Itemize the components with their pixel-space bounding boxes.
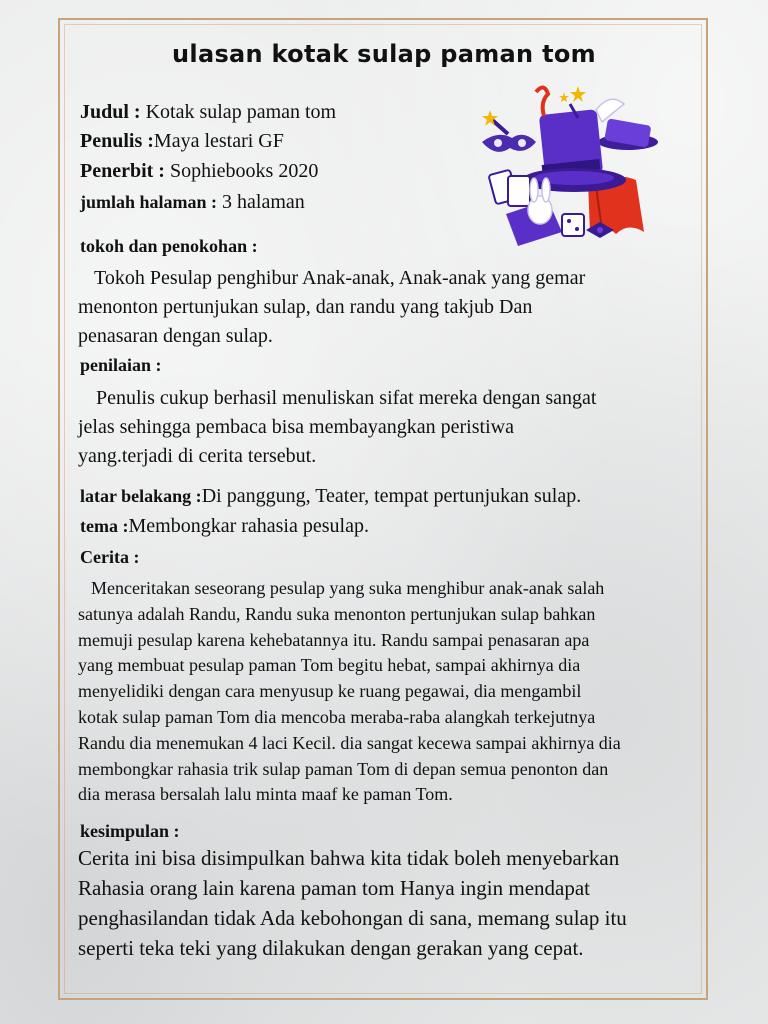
penilaian-line-3: yang.terjadi di cerita tersebut. [78, 445, 317, 467]
meta-halaman [80, 191, 305, 214]
tokoh-line-1: Tokoh Pesulap penghibur Anak-anak, Anak-anak yang gemar [94, 267, 586, 289]
latar-label: latar belakang : [80, 486, 202, 506]
cerita-line-2: satunya adalah Randu, Randu suka menonton pertunjukan sulap bahkan [78, 603, 596, 624]
magician-kit-icon [478, 82, 666, 252]
penilaian-paragraph [78, 384, 596, 471]
cerita-line-3: memuji pesulap karena kehebatannya itu. Randu sampai penasaran apa [78, 629, 590, 650]
latar-value: Di panggung, Teater, tempat pertunjukan sulap. [201, 485, 582, 507]
latar-row [80, 485, 581, 508]
cerita-paragraph [78, 576, 621, 808]
penerbit-value: Sophiebooks 2020 [164, 160, 319, 182]
cerita-line-8: membongkar rahasia trik sulap paman Tom di depan semua penonton dan [78, 758, 609, 779]
tema-label: tema : [80, 516, 129, 536]
penulis-label: Penulis : [80, 130, 154, 152]
kesimpulan-line-1: Cerita ini bisa disimpulkan bahwa kita tidak boleh menyebarkan [78, 846, 620, 870]
tema-row [80, 515, 369, 538]
page-title: ulasan kotak sulap paman tom [172, 40, 596, 68]
meta-penulis [80, 130, 284, 153]
cerita-line-6: kotak sulap paman Tom dia mencoba meraba-raba alangkah terkejutnya [78, 706, 596, 727]
cerita-line-5: menyelidiki dengan cara menyusup ke ruang pegawai, dia mengambil [78, 681, 582, 702]
penilaian-heading: penilaian : [80, 355, 162, 375]
judul-value: Kotak sulap paman tom [140, 101, 337, 123]
cerita-line-9: dia merasa bersalah lalu minta maaf ke paman Tom. [78, 784, 453, 805]
kesimpulan-line-3: penghasilandan tidak Ada kebohongan di sana, memang sulap itu [78, 906, 627, 930]
halaman-value: 3 halaman [217, 191, 305, 213]
penulis-value: Maya lestari GF [153, 130, 284, 152]
judul-label: Judul : [80, 101, 141, 123]
tokoh-paragraph [78, 264, 585, 351]
cerita-line-7: Randu dia menemukan 4 laci Kecil. dia sangat kecewa sampai akhirnya dia [78, 732, 621, 753]
tokoh-line-3: penasaran dengan sulap. [78, 325, 273, 347]
penilaian-line-2: jelas sehingga pembaca bisa membayangkan peristiwa [78, 416, 514, 438]
cerita-heading: Cerita : [80, 547, 140, 567]
tokoh-heading: tokoh dan penokohan : [80, 236, 258, 256]
meta-penerbit [80, 160, 318, 183]
kesimpulan-line-4: seperti teka teki yang dilakukan dengan gerakan yang cepat. [78, 936, 584, 960]
kesimpulan-line-2: Rahasia orang lain karena paman tom Hanya ingin mendapat [78, 876, 590, 900]
cerita-line-4: yang membuat pesulap paman Tom begitu hebat, sampai akhirnya dia [78, 655, 581, 676]
meta-judul [80, 101, 336, 124]
kesimpulan-paragraph [78, 843, 627, 963]
kesimpulan-heading: kesimpulan : [80, 821, 180, 841]
tokoh-line-2: menonton pertunjukan sulap, dan randu yang takjub Dan [78, 296, 533, 318]
tema-value: Membongkar rahasia pesulap. [128, 515, 369, 537]
cerita-line-1: Menceritakan seseorang pesulap yang suka menghibur anak-anak salah [91, 578, 605, 598]
penilaian-line-1: Penulis cukup berhasil menuliskan sifat mereka dengan sangat [96, 387, 597, 409]
penerbit-label: Penerbit : [80, 160, 165, 182]
halaman-label: jumlah halaman : [80, 192, 218, 212]
